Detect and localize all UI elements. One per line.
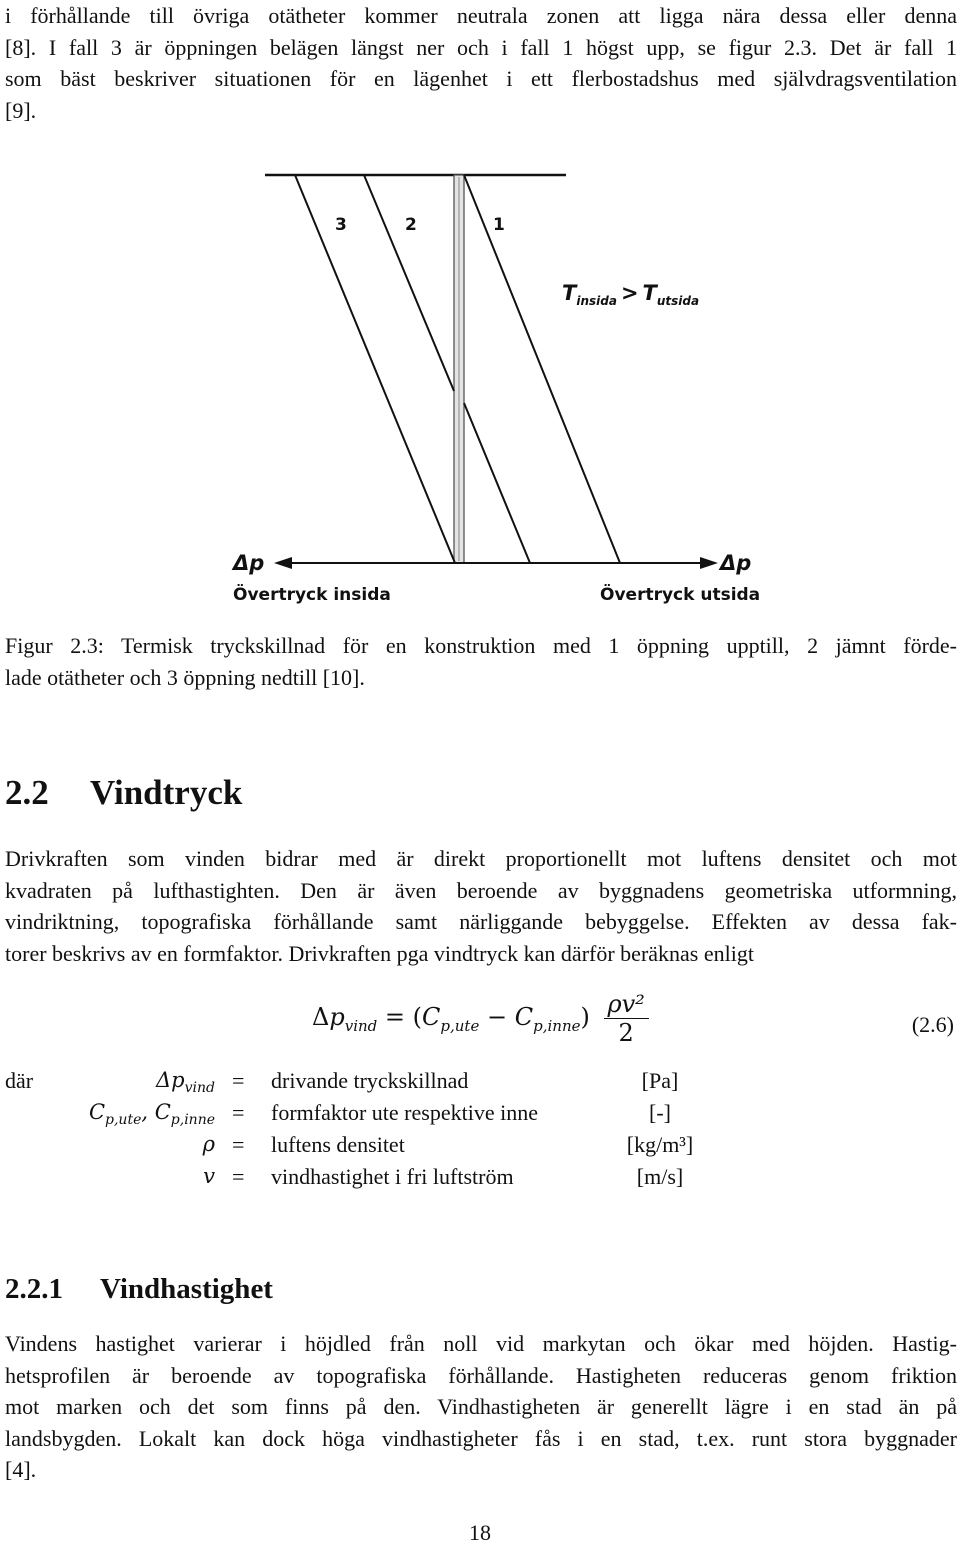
- label-overpressure-outside: Övertryck utsida: [600, 585, 760, 605]
- definition-equals: =: [232, 1068, 245, 1093]
- section-paragraph: [5, 843, 957, 969]
- line-label-3: 3: [335, 215, 347, 235]
- section-title: Vindtryck: [90, 773, 243, 812]
- definition-unit: [Pa]: [641, 1068, 679, 1093]
- pressure-line-1: [464, 175, 620, 563]
- subsection-paragraph: [5, 1328, 957, 1486]
- definition-description: luftens densitet: [271, 1132, 405, 1157]
- eq-delta: Δ: [312, 1003, 330, 1031]
- text-line: hetsprofilen är beroende av topografiska förhållande. Hastigheten reduceras genom friktion: [5, 1362, 957, 1388]
- text-line: kvadraten på lufthastighten. Den är även beroende av byggnadens geometriska utformning,: [5, 877, 957, 903]
- section-heading: [5, 773, 242, 813]
- definition-unit: [-]: [649, 1100, 671, 1125]
- text-line: Drivkraften som vinden bidrar med är direkt proportionellt mot luftens densitet och mot: [5, 846, 957, 871]
- eq-numerator: ρv²: [604, 990, 649, 1019]
- eq-close-paren: ): [580, 1003, 590, 1031]
- definition-symbol: v: [203, 1164, 215, 1188]
- section-number: 2.2: [5, 773, 49, 812]
- subsection-title: Vindhastighet: [100, 1273, 273, 1305]
- definition-symbol: $\Delta p_{vind}$: [156, 1068, 215, 1097]
- definition-equals: =: [232, 1164, 245, 1189]
- definition-equals: =: [232, 1100, 245, 1125]
- figure-caption: [5, 630, 957, 693]
- definition-row: [5, 1164, 725, 1196]
- text-line: [4].: [5, 1457, 37, 1482]
- definition-description: drivande tryckskillnad: [271, 1068, 469, 1093]
- eq-sub-pinne: p,inne: [533, 1016, 581, 1035]
- pressure-diagram: [200, 165, 760, 615]
- delta-p-left: Δp: [233, 551, 265, 575]
- definition-row: [5, 1132, 725, 1164]
- text-line: [8]. I fall 3 är öppningen belägen längst ner och i fall 1 högst upp, se figur 2.3. Det är fall 1: [5, 34, 957, 60]
- definition-unit: [kg/m³]: [626, 1132, 694, 1157]
- pressure-diagram-svg: [200, 165, 760, 615]
- text-line: mot marken och det som finns på den. Vindhastigheten är generellt lägre i en stad än på: [5, 1394, 957, 1419]
- text-line: torer beskrivs av en formfaktor. Drivkraften pga vindtryck kan därför beräknas enligt: [5, 940, 754, 966]
- variable-definitions: [5, 1068, 725, 1196]
- temperature-label: $T_{insida} > T_{utsida}$: [562, 281, 700, 308]
- definition-row: [5, 1100, 725, 1132]
- axis-arrow-left: [274, 557, 292, 569]
- subsection-heading: [5, 1273, 273, 1306]
- definition-row: [5, 1068, 725, 1100]
- text-line: [9].: [5, 97, 37, 123]
- eq-sub-vind: vind: [344, 1016, 378, 1035]
- eq-p: p: [329, 1003, 345, 1031]
- delta-p-right: Δp: [720, 551, 752, 575]
- eq-c-ute: C: [422, 1003, 441, 1031]
- subsection-number: 2.2.1: [5, 1273, 63, 1305]
- eq-sub-pute: p,ute: [440, 1016, 480, 1035]
- definition-description: formfaktor ute respektive inne: [271, 1100, 538, 1125]
- text-line: Figur 2.3: Termisk tryckskillnad för en konstruktion med 1 öppning upptill, 2 jämnt förde-: [5, 633, 957, 658]
- line-label-1: 1: [493, 215, 505, 235]
- text-line: Vindens hastighet varierar i höjdled från noll vid markytan och ökar med höjden. Hastig-: [5, 1331, 957, 1356]
- eq-equals: =: [384, 1003, 406, 1031]
- eq-denominator: 2: [618, 1019, 634, 1047]
- equation-number: (2.6): [911, 1012, 954, 1037]
- pressure-line-3: [295, 175, 455, 563]
- definition-symbol: ρ: [202, 1132, 215, 1156]
- definitions-lead: där: [5, 1068, 34, 1093]
- line-label-2: 2: [405, 215, 417, 235]
- text-line: lade otätheter och 3 öppning nedtill [10].: [5, 664, 365, 690]
- text-line: i förhållande till övriga otätheter kommer neutrala zonen att ligga nära dessa eller denna: [5, 3, 957, 28]
- eq-fraction: [604, 990, 649, 1047]
- definition-equals: =: [232, 1132, 245, 1157]
- pressure-line-2-upper: [364, 175, 454, 391]
- intro-paragraph: [5, 0, 957, 126]
- eq-minus: −: [486, 1003, 508, 1031]
- axis-arrow-right: [700, 557, 718, 569]
- equation: [312, 990, 649, 1047]
- definition-symbol: $C_{p,ute}$, $C_{p,inne}$: [88, 1100, 215, 1129]
- eq-open-paren: (: [412, 1003, 423, 1031]
- text-line: landsbygden. Lokalt kan dock höga vindhastigheter fås i en stad, t.ex. runt stora byggnader: [5, 1425, 957, 1451]
- text-line: som bäst beskriver situationen för en lägenhet i ett flerbostadshus med självdragsventilation: [5, 66, 957, 91]
- pressure-line-2-lower: [464, 403, 530, 563]
- page-number: 18: [469, 1520, 491, 1545]
- label-overpressure-inside: Övertryck insida: [233, 585, 391, 605]
- text-line: vindriktning, topografiska förhållande samt närliggande bebyggelse. Effekten av dessa fak-: [5, 909, 957, 934]
- definition-description: vindhastighet i fri luftström: [271, 1164, 514, 1189]
- definition-unit: [m/s]: [636, 1164, 684, 1189]
- eq-c-inne: C: [514, 1003, 534, 1031]
